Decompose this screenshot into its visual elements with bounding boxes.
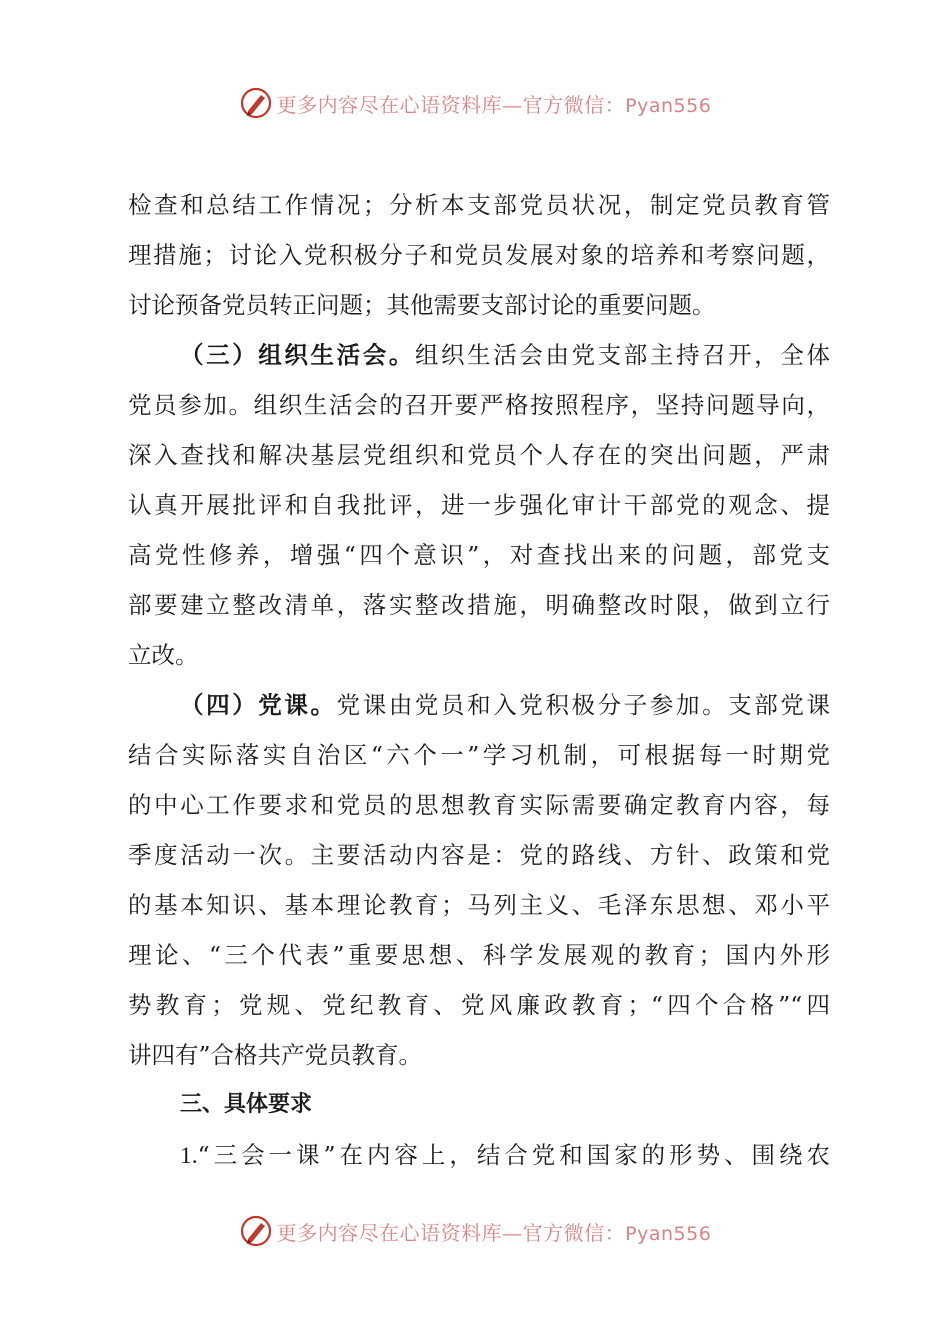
- text-line: 季度活动一次。主要活动内容是：党的路线、方针、政策和党: [128, 841, 830, 869]
- watermark-id: Pyan556: [625, 1222, 712, 1245]
- text-line: 认真开展批评和自我批评，进一步强化审计干部党的观念、提: [128, 491, 830, 519]
- text-span: 组织生活会由党支部主持召开，全体: [414, 341, 830, 369]
- footer-watermark: [0, 1211, 950, 1251]
- watermark-id: Pyan556: [625, 94, 712, 117]
- text-line: 党员参加。组织生活会的召开要严格按照程序，坚持问题导向，: [128, 391, 830, 419]
- text-line: 理措施；讨论入党积极分子和党员发展对象的培养和考察问题，: [128, 241, 830, 269]
- section-title: 三、具体要求: [180, 1092, 313, 1117]
- header-watermark: [0, 83, 950, 123]
- text-line: 理论、“三个代表”重要思想、科学发展观的教育；国内外形: [128, 941, 830, 969]
- text-line: 势教育；党规、党纪教育、党风廉政教育；“四个合格”“四: [128, 991, 830, 1019]
- text-span: 党课由党员和入党积极分子参加。支部党课: [336, 691, 830, 719]
- text-line: 检查和总结工作情况；分析本支部党员状况，制定党员教育管: [128, 191, 830, 219]
- text-line: 立改。: [128, 641, 199, 669]
- subheading-organization-life: （三）组织生活会。: [180, 341, 415, 369]
- watermark-text: 更多内容尽在心语资料库—官方微信：Pyan556: [276, 1220, 712, 1245]
- pen-logo-icon: [239, 86, 273, 120]
- watermark-text: 更多内容尽在心语资料库—官方微信：Pyan556: [276, 92, 712, 117]
- text-line: 讨论预备党员转正问题；其他需要支部讨论的重要问题。: [128, 291, 716, 319]
- list-item-text: “三会一课”在内容上，结合党和国家的形势、围绕农: [197, 1141, 830, 1169]
- list-item: [128, 1130, 830, 1180]
- list-item-number: 1.: [180, 1143, 198, 1169]
- text-line: 讲四有”合格共产党员教育。: [128, 1041, 423, 1069]
- pen-logo-icon: [239, 1214, 273, 1248]
- text-line: 的基本知识、基本理论教育；马列主义、毛泽东思想、邓小平: [128, 891, 830, 919]
- paragraph-first-line: [128, 680, 830, 730]
- text-line: 部要建立整改清单，落实整改措施，明确整改时限，做到立行: [128, 591, 830, 619]
- text-line: 结合实际落实自治区“六个一”学习机制，可根据每一时期党: [128, 741, 830, 769]
- subheading-party-lesson: （四）党课。: [180, 691, 337, 719]
- document-body: [128, 180, 830, 1180]
- text-line: 深入查找和解决基层党组织和党员个人存在的突出问题，严肃: [128, 441, 830, 469]
- paragraph-first-line: [128, 330, 830, 380]
- text-line: 的中心工作要求和党员的思想教育实际需要确定教育内容，每: [128, 791, 830, 819]
- text-line: 高党性修养，增强“四个意识”，对查找出来的问题，部党支: [128, 541, 830, 569]
